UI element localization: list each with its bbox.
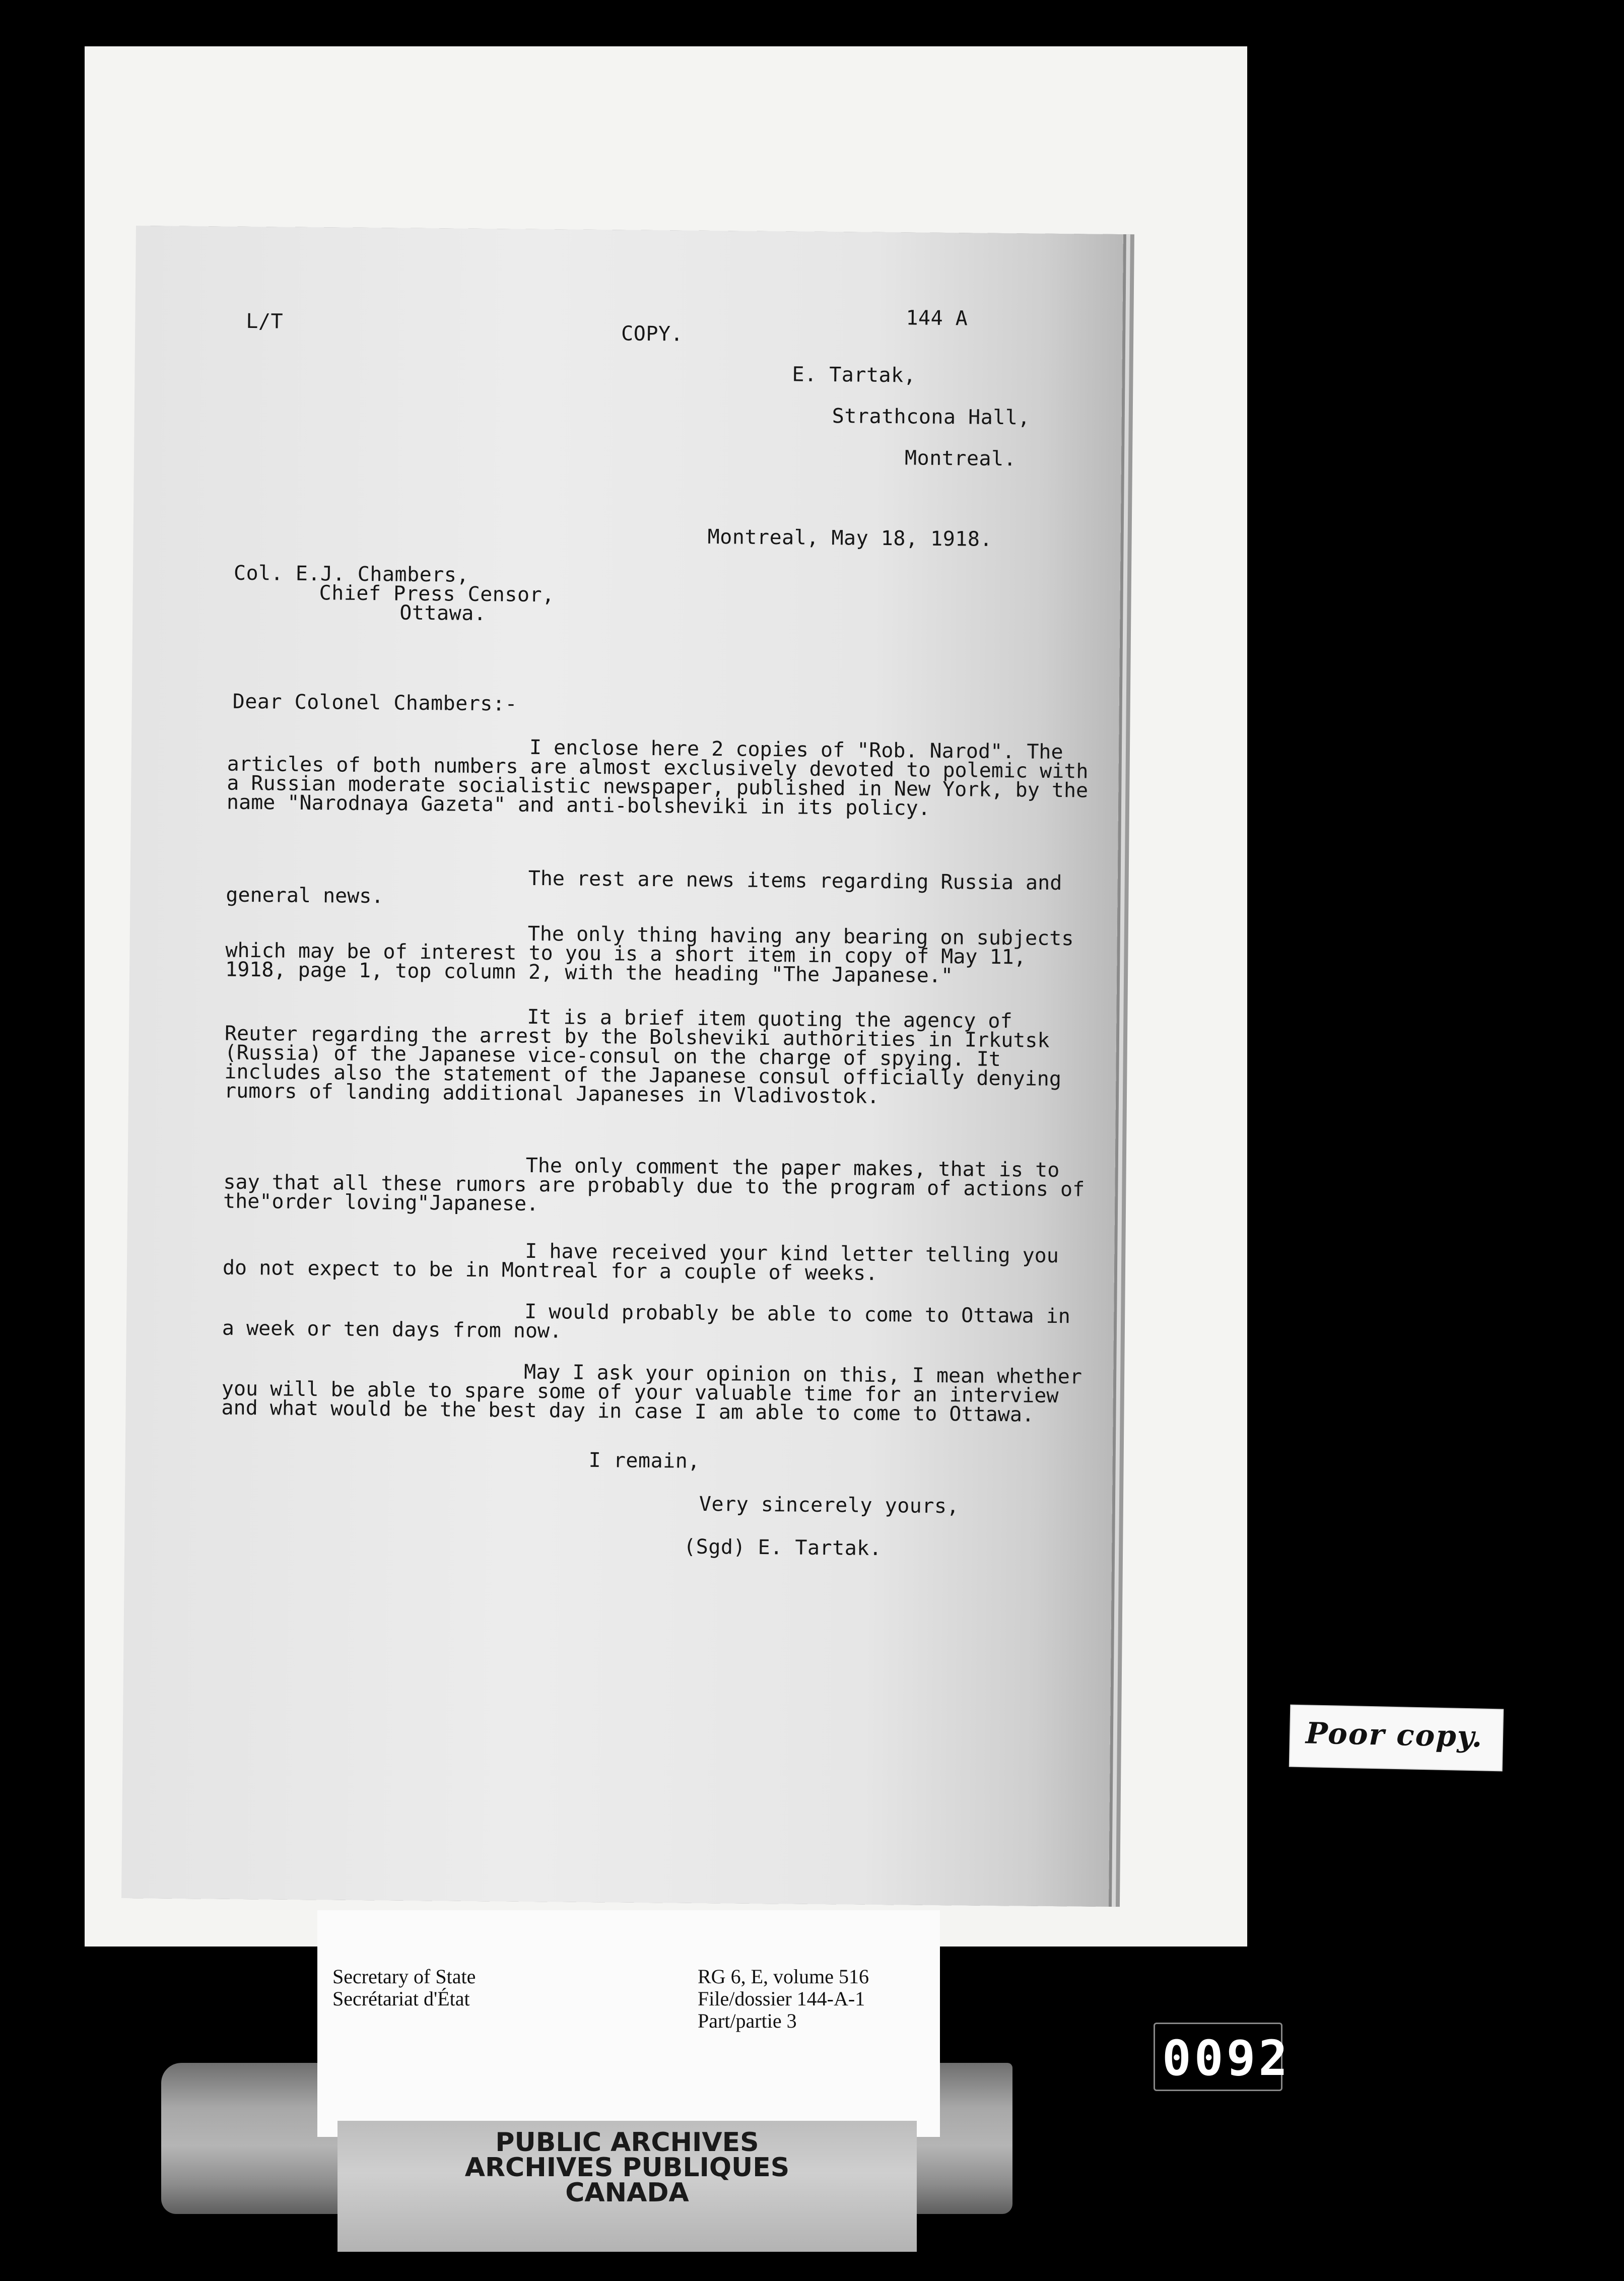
signature: (Sgd) E. Tartak. <box>683 1535 882 1561</box>
poor-copy-note <box>1290 1706 1503 1771</box>
file-dossier: File/dossier 144-A-1 <box>698 1987 865 2010</box>
sender-building: Strathcona Hall, <box>832 405 1031 430</box>
archive-line-2: ARCHIVES PUBLIQUES <box>464 2153 790 2183</box>
archive-line-1: PUBLIC ARCHIVES <box>495 2127 759 2158</box>
paragraph-1: I enclose here 2 copies of "Rob. Narod". The articles of both numbers are almost exclusively devoted to polemic with a Russian moderate socialistic newspaper, published in New York, by the name "Narodnaya Gazeta" and anti-bolsheviki in its policy. <box>226 735 1089 820</box>
letter-date: Montreal, May 18, 1918. <box>707 525 993 551</box>
part-partie: Part/partie 3 <box>698 2009 797 2032</box>
paragraph-7: I would probably be able to come to Ottawa in a week or ten days from now. <box>222 1300 1071 1343</box>
frame-counter-digits: 0092 <box>1162 2030 1291 2087</box>
salutation: Dear Colonel Chambers:- <box>232 690 518 716</box>
dept-english: Secretary of State <box>332 1965 476 1988</box>
paragraph-2: The rest are news items regarding Russia and general news. <box>226 866 1062 908</box>
recipient-city: Ottawa. <box>399 601 487 626</box>
paragraph-6: I have received your kind letter telling you do not expect to be in Montreal for a couple of weeks. <box>222 1239 1059 1285</box>
paragraph-3: The only thing having any bearing on subjects which may be of interest to you is a short item in copy of May 11, 1918, page 1, top column 2, with the heading "The Japanese." <box>225 922 1074 988</box>
archive-label-card <box>317 1910 940 2137</box>
remain-line: I remain, <box>588 1448 701 1473</box>
paragraph-4: It is a brief item quoting the agency of Reuter regarding the arrest by the Bolsheviki authorities in Irkutsk (Russia) of the Japanese vice-consul on the charge of spying. It includes also the statement of the Japanese consul officially denying rumors of landing additional Japaneses in Vladivostok. <box>224 1005 1062 1108</box>
frame-counter <box>1154 2023 1291 2091</box>
poor-copy-text: Poor copy. <box>1305 1716 1483 1754</box>
recipient-name: Col. E.J. Chambers, <box>233 561 469 587</box>
archive-line-3: CANADA <box>565 2178 689 2208</box>
paragraph-5: The only comment the paper makes, that is to say that all these rumors are probably due to the program of actions of the"order loving"Japanese. <box>223 1154 1085 1216</box>
dept-french: Secrétariat d'État <box>332 1987 470 2010</box>
recipient-title: Chief Press Censor, <box>319 581 555 607</box>
sender-name: E. Tartak, <box>792 363 916 387</box>
copy-label: COPY. <box>621 322 684 346</box>
paragraph-8: May I ask your opinion on this, I mean whether you will be able to spare some of your valuable time for an interview and what would be the best day in case I am able to come to Ottawa. <box>221 1360 1082 1427</box>
reference-initials: L/T <box>246 309 284 333</box>
sender-city: Montreal. <box>904 446 1017 471</box>
file-number: 144 A <box>906 306 968 330</box>
closing: Very sincerely yours, <box>699 1492 960 1518</box>
typed-letter <box>121 226 1123 1907</box>
record-group: RG 6, E, volume 516 <box>698 1965 869 1988</box>
